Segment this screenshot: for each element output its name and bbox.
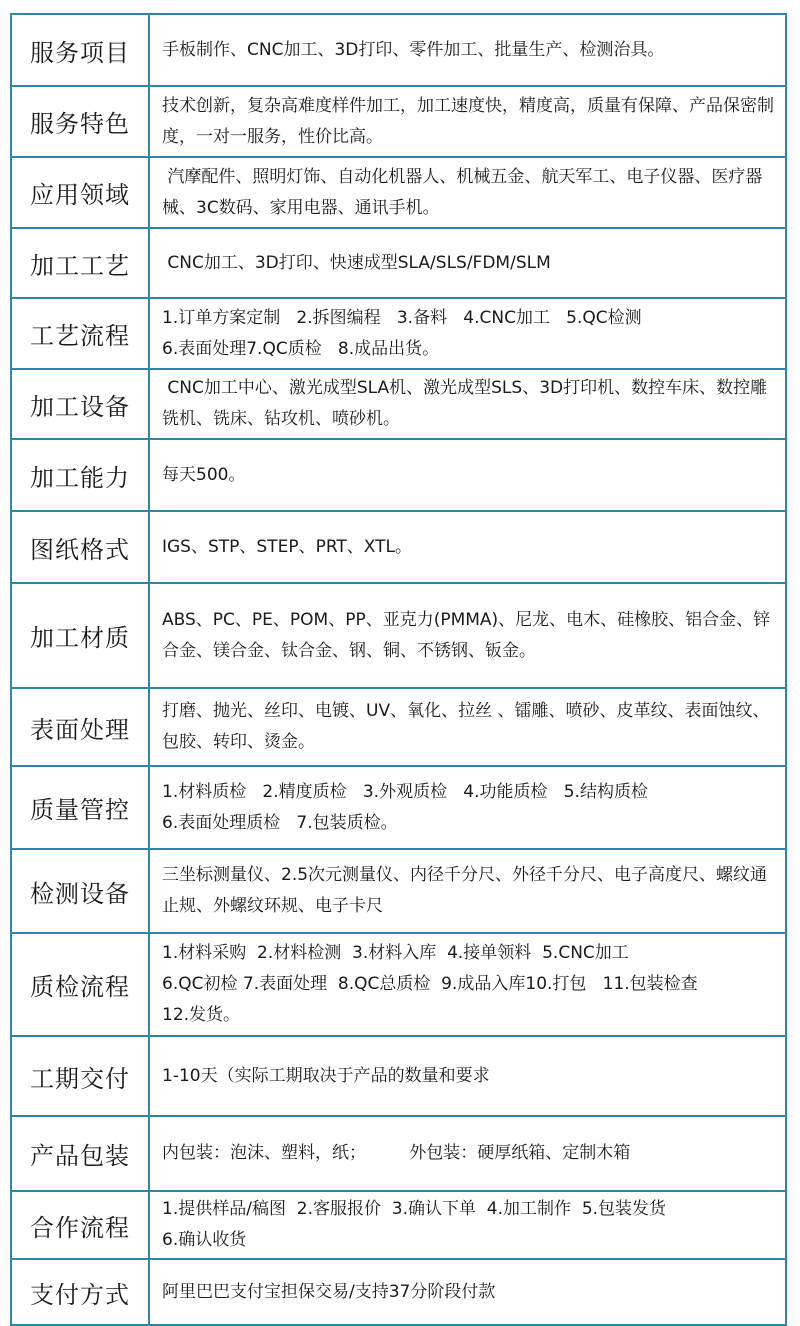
table-row [11, 766, 786, 849]
row-label: 工期交付 [11, 1036, 149, 1116]
row-label: 工艺流程 [11, 298, 149, 369]
row-label: 质量管控 [11, 766, 149, 849]
row-label: 检测设备 [11, 849, 149, 933]
row-label: 产品包装 [11, 1116, 149, 1191]
row-label: 表面处理 [11, 688, 149, 766]
row-label: 质检流程 [11, 933, 149, 1036]
row-label: 服务项目 [11, 14, 149, 86]
table-row [11, 1191, 786, 1259]
table-row [11, 1259, 786, 1325]
table-row [11, 511, 786, 583]
table-row [11, 228, 786, 298]
row-value: 阿里巴巴支付宝担保交易/支持37分阶段付款 [149, 1259, 786, 1325]
row-value: 打磨、抛光、丝印、电镀、UV、氧化、拉丝 、镭雕、喷砂、皮革纹、表面蚀纹、包胶、转印、烫金。 [149, 688, 786, 766]
row-value: ABS、PC、PE、POM、PP、亚克力(PMMA)、尼龙、电木、硅橡胶、铝合金、锌合金、镁合金、钛合金、钢、铜、不锈钢、钣金。 [149, 583, 786, 688]
table-row [11, 688, 786, 766]
row-value: 内包装：泡沫、塑料，纸； 外包装：硬厚纸箱、定制木箱 [149, 1116, 786, 1191]
row-value: CNC加工、3D打印、快速成型SLA/SLS/FDM/SLM [149, 228, 786, 298]
table-row [11, 86, 786, 157]
row-value: 1.提供样品/稿图 2.客服报价 3.确认下单 4.加工制作 5.包装发货 6.确认收货 [149, 1191, 786, 1259]
table-row [11, 1116, 786, 1191]
table-row [11, 933, 786, 1036]
row-label: 加工设备 [11, 369, 149, 439]
table-row [11, 849, 786, 933]
row-value: CNC加工中心、激光成型SLA机、激光成型SLS、3D打印机、数控车床、数控雕铣机、铣床、钻攻机、喷砂机。 [149, 369, 786, 439]
row-label: 加工材质 [11, 583, 149, 688]
row-label: 加工能力 [11, 439, 149, 511]
row-value: 汽摩配件、照明灯饰、自动化机器人、机械五金、航天军工、电子仪器、医疗器械、3C数码、家用电器、通讯手机。 [149, 157, 786, 228]
row-value: 1.订单方案定制 2.拆图编程 3.备料 4.CNC加工 5.QC检测 6.表面处理7.QC质检 8.成品出货。 [149, 298, 786, 369]
table-row [11, 369, 786, 439]
table-row [11, 298, 786, 369]
row-value: 三坐标测量仪、2.5次元测量仪、内径千分尺、外径千分尺、电子高度尺、螺纹通止规、外螺纹环规、电子卡尺 [149, 849, 786, 933]
row-label: 图纸格式 [11, 511, 149, 583]
row-label: 加工工艺 [11, 228, 149, 298]
row-value: 技术创新，复杂高难度样件加工，加工速度快，精度高，质量有保障、产品保密制度，一对一服务，性价比高。 [149, 86, 786, 157]
service-info-table [10, 13, 787, 1326]
row-value: 手板制作、CNC加工、3D打印、零件加工、批量生产、检测治具。 [149, 14, 786, 86]
row-label: 服务特色 [11, 86, 149, 157]
row-label: 合作流程 [11, 1191, 149, 1259]
table-row [11, 583, 786, 688]
row-value: 每天500。 [149, 439, 786, 511]
table-row [11, 14, 786, 86]
row-label: 支付方式 [11, 1259, 149, 1325]
table-row [11, 1036, 786, 1116]
row-label: 应用领域 [11, 157, 149, 228]
table-row [11, 439, 786, 511]
row-value: 1-10天（实际工期取决于产品的数量和要求 [149, 1036, 786, 1116]
row-value: IGS、STP、STEP、PRT、XTL。 [149, 511, 786, 583]
row-value: 1.材料质检 2.精度质检 3.外观质检 4.功能质检 5.结构质检 6.表面处理质检 7.包装质检。 [149, 766, 786, 849]
row-value: 1.材料采购 2.材料检测 3.材料入库 4.接单领料 5.CNC加工 6.QC初检 7.表面处理 8.QC总质检 9.成品入库10.打包 11.包装检查 12.发货。 [149, 933, 786, 1036]
table-row [11, 157, 786, 228]
